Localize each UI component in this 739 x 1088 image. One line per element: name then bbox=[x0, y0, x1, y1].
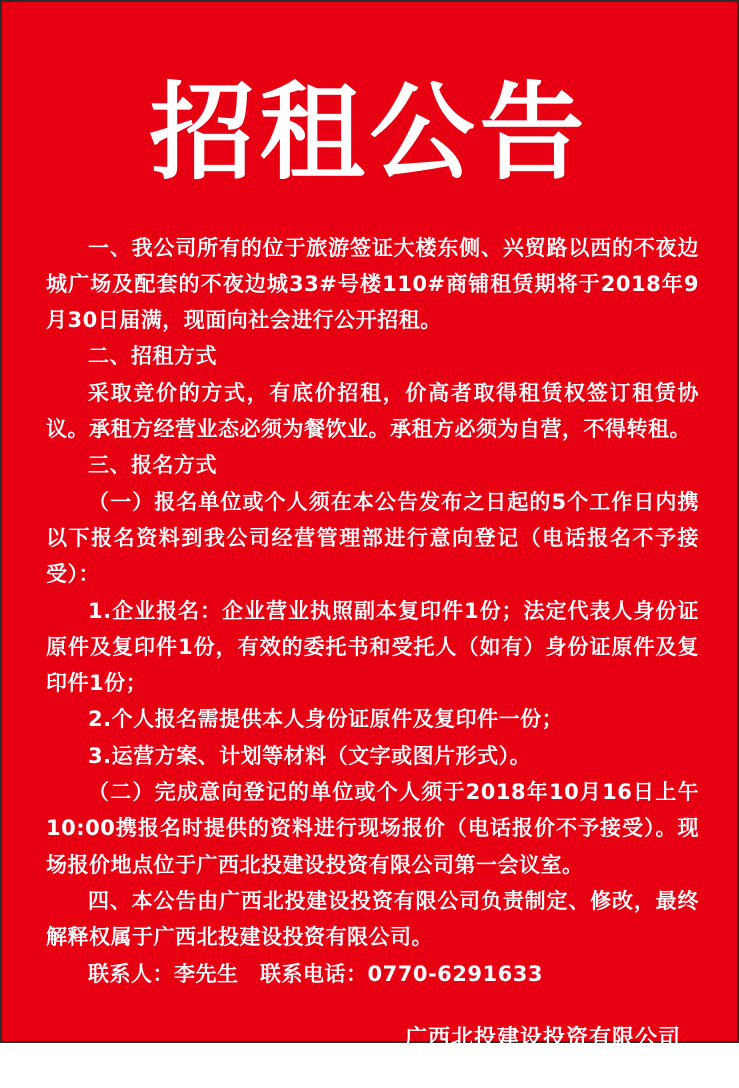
paragraph-clause-4: 四、本公告由广西北投建设投资有限公司负责制定、修改，最终解释权属于广西北投建设投资有限公司。 bbox=[46, 888, 699, 950]
paragraph-clause-1: 一、我公司所有的位于旅游签证大楼东侧、兴贸路以西的不夜边城广场及配套的不夜边城33#号楼110#商铺租赁期将于2018年9月30日届满，现面向社会进行公开招租。 bbox=[46, 235, 699, 333]
signature-block bbox=[405, 1022, 681, 1088]
paragraph-enterprise-item: 1.企业报名：企业营业执照副本复印件1份；法定代表人身份证原件及复印件1份，有效的委托书和受托人（如有）身份证原件及复印件1份； bbox=[46, 598, 699, 696]
paragraph-individual-item: 2.个人报名需提供本人身份证原件及复印件一份； bbox=[88, 707, 564, 732]
paragraph-registration: （一）报名单位或个人须在本公告发布之日起的5个工作日内携以下报名资料到我公司经营管理部进行意向登记（电话报名不予接受）： bbox=[46, 489, 699, 587]
signature-company: 广西北投建设投资有限公司 bbox=[404, 1025, 681, 1051]
poster-title: 招租公告 bbox=[149, 70, 590, 194]
paragraph-plan-item: 3.运营方案、计划等材料（文字或图片形式）。 bbox=[88, 743, 532, 768]
paragraph-heading-3: 三、报名方式 bbox=[88, 453, 217, 478]
contact-line: 联系人：李先生 联系电话：0770-6291633 bbox=[88, 961, 543, 986]
signature-date: 2018年9月30日 bbox=[451, 1058, 635, 1084]
paragraph-heading-2: 二、招租方式 bbox=[88, 344, 217, 369]
paragraph-clause-2: 采取竞价的方式，有底价招租，价高者取得租赁权签订租赁协议。承租方经营业态必须为餐饮业。承租方必须为自营，不得转租。 bbox=[46, 380, 699, 442]
announcement-body bbox=[46, 230, 699, 992]
paragraph-bidding: （二）完成意向登记的单位或个人须于2018年10月16日上午10:00携报名时提供的资料进行现场报价（电话报价不予接受）。现场报价地点位于广西北投建设投资有限公司第一会议室。 bbox=[46, 780, 699, 877]
